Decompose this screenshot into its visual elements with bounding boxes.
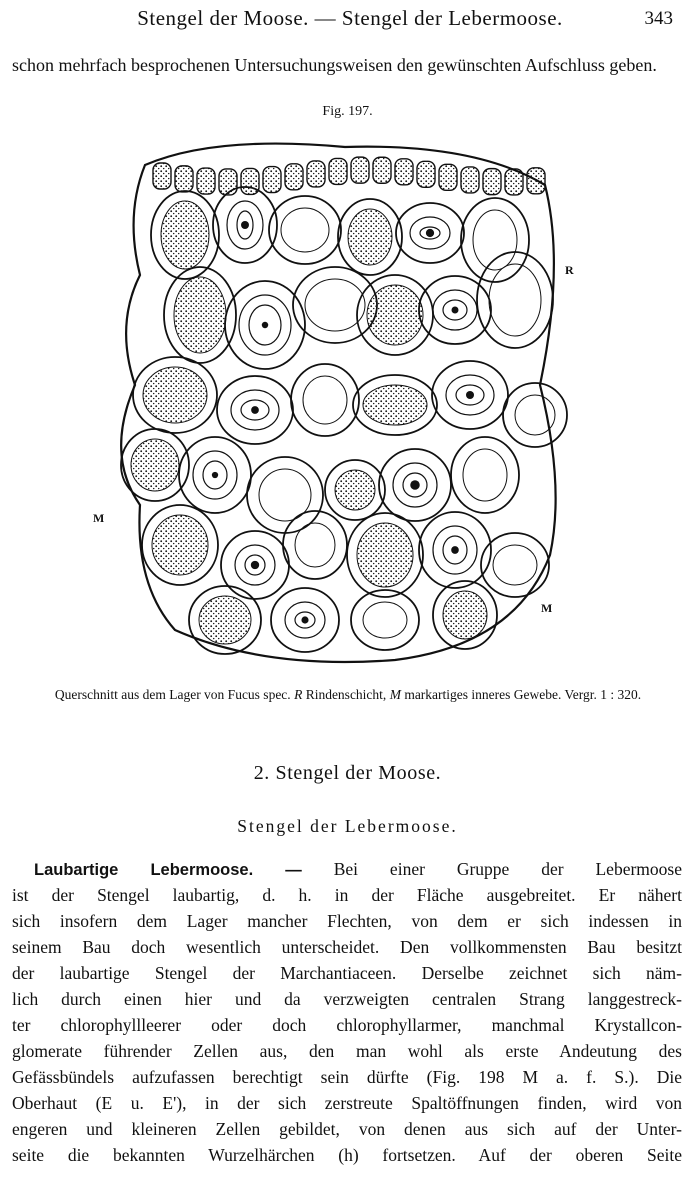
rind-cell xyxy=(527,168,545,194)
body-line-6: lich durch einen hier und da verzweigten centralen Strang langgestreck- xyxy=(12,989,682,1009)
caption-r: R xyxy=(294,687,303,702)
cell-nucleus xyxy=(451,546,459,554)
cell-wall xyxy=(291,364,359,436)
rind-cell xyxy=(461,167,479,193)
figure-caption xyxy=(14,685,682,704)
body-line-8: glomerate führender Zellen aus, den man wohl als erste Andeutung des xyxy=(12,1041,682,1061)
body-line-9: Gefässbündels aufzufassen berechtigt sein dürfte (Fig. 198 M a. f. S.). Die xyxy=(12,1067,682,1087)
cell-content xyxy=(363,385,427,425)
cell-nucleus xyxy=(212,472,218,478)
cell-nucleus xyxy=(452,307,459,314)
page-number: 343 xyxy=(644,8,673,29)
figure-letter-r: R xyxy=(565,263,574,277)
rind-cell xyxy=(285,164,303,190)
cell-lumen xyxy=(295,523,335,567)
cell-nucleus xyxy=(262,322,268,328)
cell-wall xyxy=(477,252,553,348)
cell-lumen xyxy=(281,208,329,252)
cell-wall xyxy=(293,267,377,343)
caption-part-c: markartiges inneres Gewebe. Vergr. 1 : 320. xyxy=(400,687,642,702)
cell-lumen xyxy=(303,376,347,424)
cell-wall xyxy=(351,590,419,650)
running-head: Stengel der Moose. — Stengel der Lebermoose. xyxy=(137,6,563,30)
rind-cell xyxy=(153,163,171,189)
cell-illustration xyxy=(95,125,595,675)
rind-cell xyxy=(307,161,325,187)
rind-cell xyxy=(483,169,501,195)
body-line-1-text: Bei einer Gruppe der Lebermoose xyxy=(301,859,682,879)
body-line-5: der laubartige Stengel der Marchantiaceen. Derselbe zeichnet sich näm- xyxy=(12,963,682,983)
subsection-title: Stengel der Lebermoose. xyxy=(237,816,458,836)
rind-cell xyxy=(219,169,237,195)
body-line-3: sich insofern dem Lager mancher Flechten, von dem er sich indessen in xyxy=(12,911,682,931)
cell-content xyxy=(335,470,375,510)
intro-paragraph: schon mehrfach besprochenen Untersuchungsweisen den gewünschten Aufschluss geben. xyxy=(12,55,657,75)
cell-wall xyxy=(283,511,347,579)
cell-wall xyxy=(461,198,529,282)
rind-cell xyxy=(439,164,457,190)
body-line-12: seite die bekannten Wurzelhärchen (h) fortsetzen. Auf der oberen Seite xyxy=(12,1145,682,1165)
cell-content xyxy=(443,591,487,639)
body-line-4: seinem Bau doch wesentlich unterscheidet. Den vollkommensten Bau besitzt xyxy=(12,937,682,957)
cell-lumen xyxy=(473,210,517,270)
body-paragraph xyxy=(12,856,682,1168)
rind-cell xyxy=(395,159,413,185)
cell-wall xyxy=(451,437,519,513)
rind-cell xyxy=(329,158,347,184)
rind-cell xyxy=(373,157,391,183)
rind-cell xyxy=(197,168,215,194)
section-title: 2. Stengel der Moose. xyxy=(253,762,442,784)
cell-lumen xyxy=(515,395,555,435)
cell-content xyxy=(131,439,179,491)
cell-wall xyxy=(503,383,567,447)
cell-content xyxy=(199,596,251,644)
caption-part-b: Rindenschicht, xyxy=(302,687,387,702)
body-line-10: Oberhaut (E u. E'), in der sich zerstreute Spaltöffnungen finden, wird von xyxy=(12,1093,682,1113)
cell-content xyxy=(143,367,207,423)
cell-lumen xyxy=(493,545,537,585)
rind-cell xyxy=(417,161,435,187)
rind-cell xyxy=(241,168,259,194)
cell-content xyxy=(174,277,226,353)
rind-cell xyxy=(505,169,523,195)
cell-wall xyxy=(269,196,341,264)
cell-content xyxy=(367,285,423,345)
rind-cell xyxy=(351,157,369,183)
cell-nucleus xyxy=(301,616,308,623)
body-line-1 xyxy=(12,856,682,882)
cell-content xyxy=(161,201,209,269)
cell-lumen xyxy=(363,602,407,638)
cell-lumen xyxy=(305,279,365,331)
figure-letter-m-left: M xyxy=(93,511,105,525)
figure-label: Fig. 197. xyxy=(322,104,373,119)
cell-content xyxy=(348,209,392,265)
cell-nucleus xyxy=(410,480,420,490)
cell-nucleus xyxy=(466,391,474,399)
cell-wall xyxy=(247,457,323,533)
cell-nucleus xyxy=(251,561,259,569)
cell-lumen xyxy=(463,449,507,501)
cell-nucleus xyxy=(426,229,434,237)
cell-nucleus xyxy=(241,221,249,229)
body-line-11: engeren und kleineren Zellen gebildet, von denen aus sich auf der Unter- xyxy=(12,1119,682,1139)
cell-nucleus xyxy=(251,406,259,414)
body-line-2: ist der Stengel laubartig, d. h. in der Fläche ausgebreitet. Er nähert xyxy=(12,885,682,905)
cell-wall xyxy=(481,533,549,597)
caption-m: M xyxy=(389,687,401,702)
rind-cell xyxy=(175,166,193,192)
body-line-7: ter chlorophyllleerer oder doch chlorophyllarmer, manchmal Krystallcon- xyxy=(12,1015,682,1035)
figure-fucus-cross-section xyxy=(95,125,595,675)
rind-cell xyxy=(263,167,281,193)
cell-content xyxy=(357,523,413,587)
lead-heading: Laubartige Lebermoose. — xyxy=(34,861,302,879)
figure-letter-m-right: M xyxy=(541,601,553,615)
cell-content xyxy=(152,515,208,575)
caption-part-a: Querschnitt aus dem Lager von Fucus spec. xyxy=(54,687,291,702)
